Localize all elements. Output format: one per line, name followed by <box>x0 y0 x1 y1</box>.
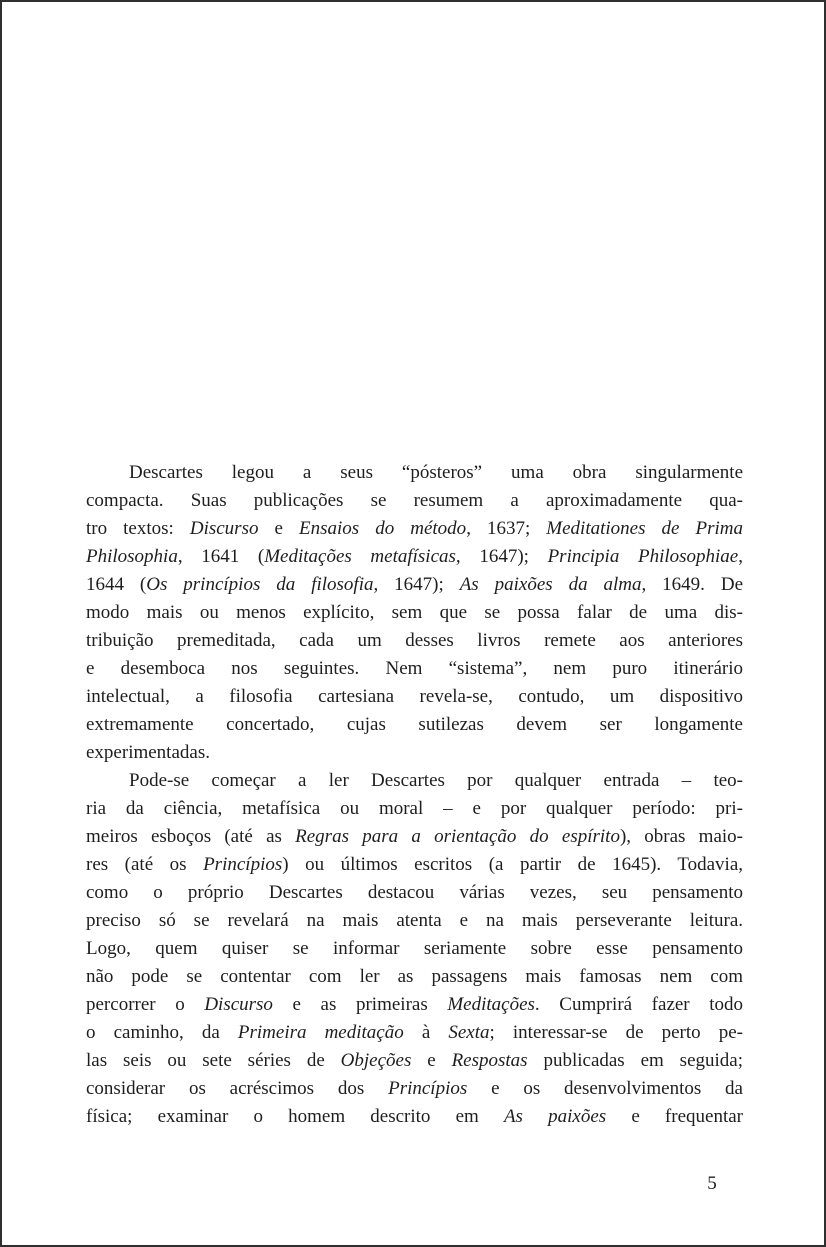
italic-book-title: Discurso <box>189 518 259 539</box>
italic-book-title: As paixões da alma <box>459 574 642 595</box>
text-line: Pode-se começar a ler Descartes por qualquer entrada – teo- <box>129 770 743 791</box>
italic-book-title: Philosophia <box>86 546 178 567</box>
text-line: e desemboca nos seguintes. Nem “sistema”, nem puro itinerário <box>86 658 743 679</box>
text-line: res (até os Princípios) ou últimos escritos (a partir de 1645). Todavia, <box>86 854 743 875</box>
italic-book-title: Meditationes de Prima <box>546 518 743 539</box>
page-number: 5 <box>707 1173 717 1194</box>
text-line: tribuição premeditada, cada um desses livros remete aos anteriores <box>86 630 743 651</box>
text-line: 1644 (Os princípios da filosofia, 1647); As paixões da alma, 1649. De <box>86 574 743 595</box>
text-line: não pode se contentar com ler as passagens mais famosas nem com <box>86 966 743 987</box>
text-line: ria da ciência, metafísica ou moral – e por qualquer período: pri- <box>86 798 743 819</box>
italic-book-title: Meditações metafísicas <box>264 546 456 567</box>
italic-book-title: Ensaios do método <box>299 518 467 539</box>
text-line: tro textos: Discurso e Ensaios do método, 1637; Meditationes de Prima <box>86 518 743 539</box>
italic-book-title: Meditações <box>447 994 535 1015</box>
italic-book-title: Discurso <box>204 994 273 1015</box>
text-line: preciso só se revelará na mais atenta e na mais perseverante leitura. <box>86 910 743 931</box>
text-line: o caminho, da Primeira meditação à Sexta; interessar-se de perto pe- <box>86 1022 743 1043</box>
italic-book-title: Respostas <box>451 1050 528 1071</box>
text-line: compacta. Suas publicações se resumem a aproximadamente qua- <box>86 490 743 511</box>
text-line: intelectual, a filosofia cartesiana revela-se, contudo, um dispositivo <box>86 686 743 707</box>
text-line: meiros esboços (até as Regras para a orientação do espírito), obras maio- <box>86 826 743 847</box>
text-line: Descartes legou a seus “pósteros” uma obra singularmente <box>129 462 743 483</box>
italic-book-title: Regras para a orientação do espírito <box>295 826 620 847</box>
italic-book-title: Principia Philosophiae <box>547 546 739 567</box>
text-line: las seis ou sete séries de Objeções e Respostas publicadas em seguida; <box>86 1050 743 1071</box>
text-line: considerar os acréscimos dos Princípios e os desenvolvimentos da <box>86 1078 743 1099</box>
paragraph <box>86 767 743 1131</box>
italic-book-title: As paixões <box>503 1106 607 1127</box>
italic-book-title: Sexta <box>448 1022 490 1043</box>
paragraph <box>86 459 743 767</box>
italic-book-title: Primeira meditação <box>237 1022 404 1043</box>
text-line: como o próprio Descartes destacou várias vezes, seu pensamento <box>86 882 743 903</box>
italic-book-title: Os princípios da filosofia <box>146 574 374 595</box>
text-line: extremamente concertado, cujas sutilezas devem ser longamente <box>86 714 743 735</box>
italic-book-title: Princípios <box>388 1078 468 1099</box>
text-line: física; examinar o homem descrito em As paixões e frequentar <box>86 1106 743 1127</box>
text-line: modo mais ou menos explícito, sem que se possa falar de uma dis- <box>86 602 743 623</box>
text-line: Logo, quem quiser se informar seriamente sobre esse pensamento <box>86 938 743 959</box>
italic-book-title: Objeções <box>340 1050 412 1071</box>
text-line: Philosophia, 1641 (Meditações metafísicas, 1647); Principia Philosophiae, <box>86 546 743 567</box>
text-line: experimentadas. <box>86 742 210 763</box>
page-body-text <box>86 459 743 1131</box>
italic-book-title: Princípios <box>203 854 283 875</box>
text-line: percorrer o Discurso e as primeiras Meditações. Cumprirá fazer todo <box>86 994 743 1015</box>
